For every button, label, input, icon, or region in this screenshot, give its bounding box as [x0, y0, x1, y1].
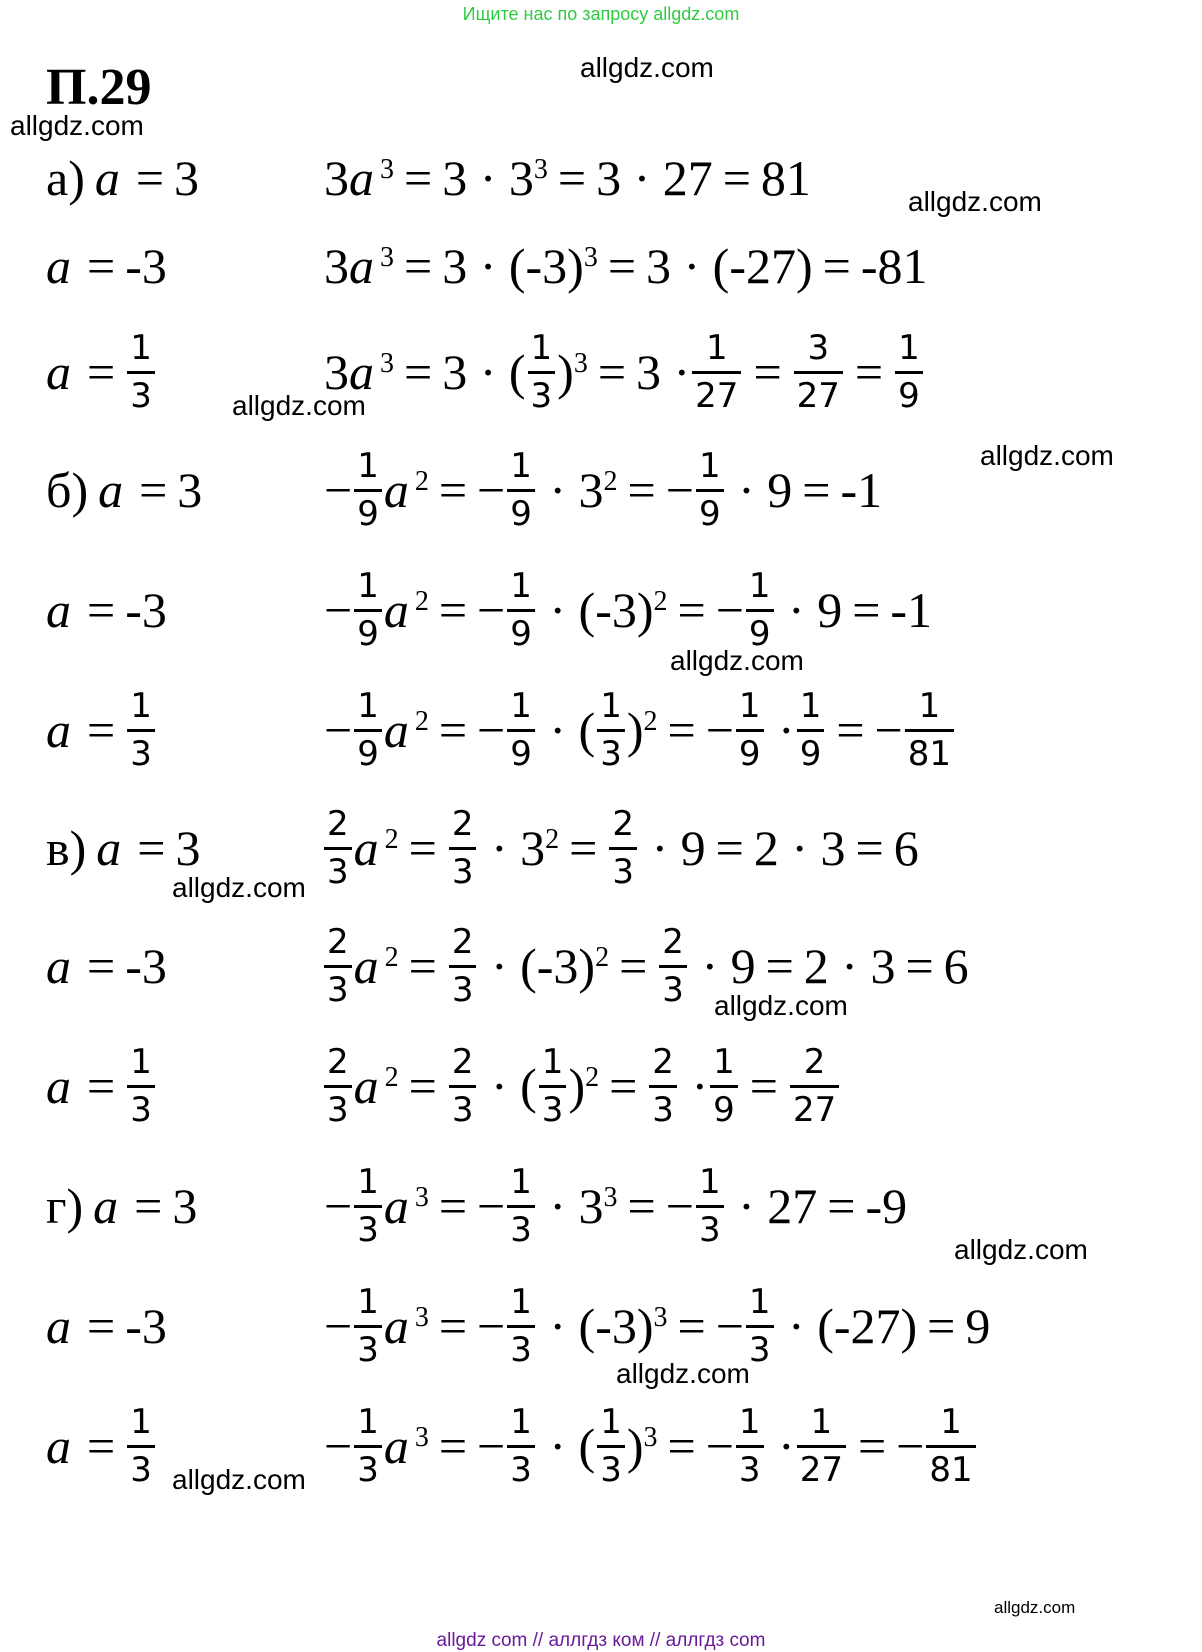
top-banner: Ищите нас по запросу allgdz.com: [462, 4, 740, 24]
row-condition: a = -3: [46, 938, 167, 994]
part-label: в): [46, 820, 87, 876]
watermark: allgdz.com: [580, 52, 714, 83]
row-condition: a = $\frac{1}{3}$: [46, 670, 157, 790]
row-expression: 3 a $^3$ = 3 · ( $\frac{1}{3}$ ) $^3$ = 3 · $\frac{1}{27}$ = $\frac{3}{27}$ = $\frac{1}{9}$: [324, 312, 925, 432]
row-expression: − $\frac{1}{9}$ a $^2$ = − $\frac{1}{9}$ · ( $\frac{1}{3}$ ) $^2$ = − $\frac{1}{9}$ · $\frac{1}{9}$ = − $\frac{1}{81}$: [324, 670, 956, 790]
row-expression: 3 a $^3$ = 3 · (-3) $^3$ = 3 · (-27) = -81: [324, 238, 928, 294]
solution-row: [0, 1386, 1202, 1506]
solution-row: [0, 1146, 1202, 1266]
solution-row: [0, 206, 1202, 326]
row-condition: a = $\frac{1}{3}$: [46, 1026, 157, 1146]
watermark: allgdz.com: [616, 1358, 750, 1389]
row-expression: − $\frac{1}{3}$ a $^3$ = − $\frac{1}{3}$ · ( $\frac{1}{3}$ ) $^3$ = − $\frac{1}{3}$ · $\frac{1}{27}$ = − $\frac{1}{81}$: [324, 1386, 978, 1506]
solution-row: [0, 1026, 1202, 1146]
problem-title: П.29: [46, 59, 152, 116]
row-expression: 3 a $^3$ = 3 · 3 $^3$ = 3 · 27 = 81: [324, 150, 811, 206]
watermark: allgdz.com: [908, 186, 1042, 217]
watermark: allgdz.com: [172, 1464, 306, 1495]
row-condition: a = -3: [46, 582, 167, 638]
part-label: б): [46, 462, 89, 518]
solution-row: [0, 430, 1202, 550]
row-condition: а) a = 3: [46, 150, 200, 206]
solution-row: [0, 312, 1202, 432]
watermark: allgdz.com: [232, 390, 366, 421]
part-label: а): [46, 150, 85, 206]
row-condition: a = -3: [46, 1298, 167, 1354]
row-condition: г) a = 3: [46, 1178, 198, 1234]
watermark: allgdz.com: [714, 990, 848, 1021]
row-condition: a = $\frac{1}{3}$: [46, 1386, 157, 1506]
solution-row: [0, 1266, 1202, 1386]
watermark: allgdz.com: [670, 645, 804, 676]
row-condition: a = $\frac{1}{3}$: [46, 312, 157, 432]
watermark: allgdz.com: [994, 1598, 1076, 1617]
watermark: allgdz.com: [172, 872, 306, 903]
footer-links: allgdz com // аллгдз ком // аллгдз com: [436, 1630, 766, 1651]
watermark: allgdz.com: [954, 1234, 1088, 1265]
row-expression: $\frac{2}{3}$ a $^2$ = $\frac{2}{3}$ · (-3) $^2$ = $\frac{2}{3}$ · 9 = 2 · 3 = 6: [322, 906, 969, 1026]
row-expression: $\frac{2}{3}$ a $^2$ = $\frac{2}{3}$ · ( $\frac{1}{3}$ ) $^2$ = $\frac{2}{3}$ · $\frac{1}{9}$ = $\frac{2}{27}$: [322, 1026, 841, 1146]
row-condition: в) a = 3: [46, 820, 201, 876]
watermark: allgdz.com: [10, 110, 144, 141]
row-expression: − $\frac{1}{9}$ a $^2$ = − $\frac{1}{9}$ · 3 $^2$ = − $\frac{1}{9}$ · 9 = -1: [324, 446, 883, 534]
solution-row: [0, 670, 1202, 790]
solution-row: [0, 906, 1202, 1026]
row-condition: a = -3: [46, 238, 167, 294]
part-label: г): [46, 1178, 84, 1234]
row-expression: − $\frac{1}{3}$ a $^3$ = − $\frac{1}{3}$ · 3 $^3$ = − $\frac{1}{3}$ · 27 = -9: [324, 1162, 908, 1250]
row-expression: − $\frac{1}{9}$ a $^2$ = − $\frac{1}{9}$ · (-3) $^2$ = − $\frac{1}{9}$ · 9 = -1: [324, 566, 933, 654]
row-condition: б) a = 3: [46, 462, 203, 518]
solution-row: [0, 550, 1202, 670]
watermark: allgdz.com: [980, 440, 1114, 471]
row-expression: − $\frac{1}{3}$ a $^3$ = − $\frac{1}{3}$ · (-3) $^3$ = − $\frac{1}{3}$ · (-27) = 9: [324, 1282, 991, 1370]
solution-row: [0, 788, 1202, 908]
row-expression: $\frac{2}{3}$ a $^2$ = $\frac{2}{3}$ · 3 $^2$ = $\frac{2}{3}$ · 9 = 2 · 3 = 6: [322, 788, 919, 908]
